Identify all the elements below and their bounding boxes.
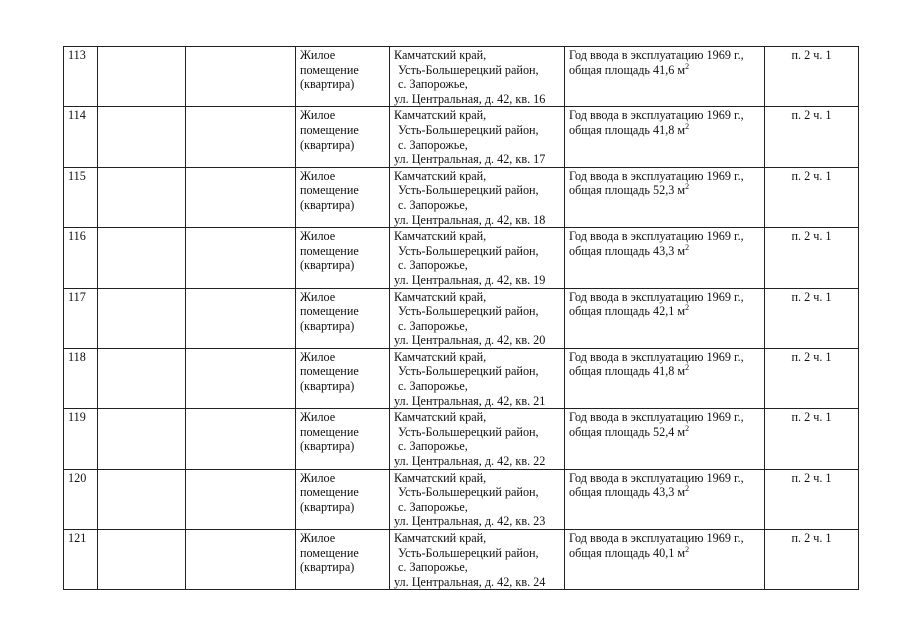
object-type-line: помещение [300, 424, 359, 439]
table-row [64, 409, 859, 469]
address-line: с. Запорожье, [398, 560, 468, 575]
description-text: общая площадь 41,8 м [569, 122, 686, 137]
description-line [569, 63, 761, 78]
description-line [569, 304, 761, 319]
description-text: общая площадь 43,3 м [569, 243, 686, 258]
address-line: Камчатский край, [394, 470, 487, 485]
object-address [390, 530, 565, 590]
description-text: Год ввода в эксплуатацию 1969 г., [569, 108, 744, 123]
address-line: с. Запорожье, [398, 197, 468, 212]
object-address [390, 228, 565, 288]
address-line: Камчатский край, [394, 349, 487, 364]
table-body [64, 47, 859, 590]
description-line [569, 364, 761, 379]
description-text: общая площадь 42,1 м [569, 304, 686, 319]
description-text: Год ввода в эксплуатацию 1969 г., [569, 470, 744, 485]
object-address [390, 469, 565, 529]
description-text: Год ввода в эксплуатацию 1969 г., [569, 48, 744, 62]
address-line: с. Запорожье, [398, 318, 468, 333]
area-unit-superscript: 2 [685, 303, 690, 313]
row-number: 113 [64, 47, 98, 107]
description-line [569, 485, 761, 500]
object-description [565, 167, 765, 227]
empty-cell [98, 228, 186, 288]
description-text: общая площадь 41,8 м [569, 364, 686, 379]
address-line: Усть-Большерецкий район, [398, 485, 539, 500]
object-type-line: (квартира) [300, 379, 355, 394]
object-type-line: (квартира) [300, 137, 355, 152]
empty-cell [98, 47, 186, 107]
object-type-line: помещение [300, 122, 359, 137]
empty-cell [186, 228, 296, 288]
address-line: Камчатский край, [394, 410, 487, 425]
area-unit-superscript: 2 [685, 121, 690, 131]
empty-cell [98, 348, 186, 408]
object-description [565, 469, 765, 529]
description-text: общая площадь 52,4 м [569, 424, 686, 439]
object-type-line: Жилое [300, 470, 336, 485]
object-description [565, 288, 765, 348]
address-line: Камчатский край, [394, 229, 487, 244]
object-address [390, 167, 565, 227]
object-address [390, 47, 565, 107]
address-line: Усть-Большерецкий район, [398, 364, 539, 379]
object-type-line: Жилое [300, 168, 336, 183]
object-description [565, 348, 765, 408]
object-type-line: Жилое [300, 531, 336, 545]
description-text: Год ввода в эксплуатацию 1969 г., [569, 531, 744, 545]
description-line [569, 410, 761, 425]
empty-cell [186, 469, 296, 529]
description-line [569, 123, 761, 138]
description-text: Год ввода в эксплуатацию 1969 г., [569, 349, 744, 364]
object-type-line: Жилое [300, 289, 336, 304]
object-description [565, 409, 765, 469]
object-type-line: (квартира) [300, 439, 355, 454]
address-line: Камчатский край, [394, 531, 487, 545]
address-line: ул. Центральная, д. 42, кв. 18 [394, 212, 546, 227]
object-type-line: помещение [300, 485, 359, 500]
address-line: ул. Центральная, д. 42, кв. 24 [394, 574, 546, 589]
description-line [569, 471, 761, 486]
address-line: Усть-Большерецкий район, [398, 424, 539, 439]
address-line: ул. Центральная, д. 42, кв. 19 [394, 272, 546, 287]
description-text: Год ввода в эксплуатацию 1969 г., [569, 410, 744, 425]
table-row [64, 288, 859, 348]
address-line: ул. Центральная, д. 42, кв. 20 [394, 333, 546, 348]
object-type-line: помещение [300, 62, 359, 77]
legal-basis: п. 2 ч. 1 [765, 47, 859, 107]
description-text: Год ввода в эксплуатацию 1969 г., [569, 229, 744, 244]
address-line: Усть-Большерецкий район, [398, 183, 539, 198]
address-line: ул. Центральная, д. 42, кв. 17 [394, 152, 546, 167]
object-type-line: Жилое [300, 48, 336, 62]
area-unit-superscript: 2 [685, 242, 690, 252]
object-type [296, 348, 390, 408]
address-line: Камчатский край, [394, 168, 487, 183]
legal-basis: п. 2 ч. 1 [765, 409, 859, 469]
address-line: с. Запорожье, [398, 439, 468, 454]
object-description [565, 47, 765, 107]
table-row [64, 167, 859, 227]
description-line [569, 290, 761, 305]
legal-basis: п. 2 ч. 1 [765, 288, 859, 348]
object-type-line: (квартира) [300, 318, 355, 333]
area-unit-superscript: 2 [685, 363, 690, 373]
area-unit-superscript: 2 [685, 484, 690, 494]
empty-cell [186, 530, 296, 590]
object-type-line: помещение [300, 364, 359, 379]
description-text: общая площадь 52,3 м [569, 183, 686, 198]
empty-cell [98, 530, 186, 590]
table-row [64, 469, 859, 529]
object-address [390, 348, 565, 408]
address-line: с. Запорожье, [398, 137, 468, 152]
object-type-line: (квартира) [300, 77, 355, 92]
address-line: Усть-Большерецкий район, [398, 243, 539, 258]
legal-basis: п. 2 ч. 1 [765, 167, 859, 227]
object-type-line: Жилое [300, 349, 336, 364]
object-type [296, 409, 390, 469]
object-type [296, 288, 390, 348]
area-unit-superscript: 2 [685, 182, 690, 192]
empty-cell [186, 348, 296, 408]
object-type-line: (квартира) [300, 197, 355, 212]
object-type-line: помещение [300, 304, 359, 319]
row-number: 114 [64, 107, 98, 167]
row-number: 116 [64, 228, 98, 288]
empty-cell [98, 469, 186, 529]
object-address [390, 288, 565, 348]
address-line: ул. Центральная, д. 42, кв. 22 [394, 454, 546, 469]
description-text: Год ввода в эксплуатацию 1969 г., [569, 168, 744, 183]
property-table [63, 46, 859, 590]
description-line [569, 531, 761, 546]
address-line: Камчатский край, [394, 289, 487, 304]
object-type [296, 47, 390, 107]
row-number: 120 [64, 469, 98, 529]
address-line: ул. Центральная, д. 42, кв. 21 [394, 393, 546, 408]
object-type [296, 228, 390, 288]
address-line: с. Запорожье, [398, 379, 468, 394]
empty-cell [186, 409, 296, 469]
description-line [569, 244, 761, 259]
empty-cell [98, 288, 186, 348]
object-description [565, 107, 765, 167]
object-address [390, 409, 565, 469]
address-line: Усть-Большерецкий район, [398, 545, 539, 560]
object-type-line: (квартира) [300, 560, 355, 575]
table-row [64, 107, 859, 167]
object-type-line: помещение [300, 183, 359, 198]
object-type-line: Жилое [300, 410, 336, 425]
legal-basis: п. 2 ч. 1 [765, 348, 859, 408]
empty-cell [98, 167, 186, 227]
table-row [64, 348, 859, 408]
empty-cell [186, 167, 296, 227]
row-number: 121 [64, 530, 98, 590]
address-line: Камчатский край, [394, 48, 487, 62]
object-description [565, 530, 765, 590]
description-line [569, 183, 761, 198]
object-type [296, 107, 390, 167]
object-type-line: Жилое [300, 108, 336, 123]
table-row [64, 530, 859, 590]
address-line: ул. Центральная, д. 42, кв. 16 [394, 91, 546, 106]
address-line: с. Запорожье, [398, 77, 468, 92]
description-line [569, 350, 761, 365]
object-type-line: помещение [300, 545, 359, 560]
description-line [569, 546, 761, 561]
area-unit-superscript: 2 [685, 423, 690, 433]
address-line: ул. Центральная, д. 42, кв. 23 [394, 514, 546, 529]
description-text: Год ввода в эксплуатацию 1969 г., [569, 289, 744, 304]
object-type [296, 469, 390, 529]
address-line: с. Запорожье, [398, 258, 468, 273]
empty-cell [98, 409, 186, 469]
empty-cell [186, 288, 296, 348]
address-line: Усть-Большерецкий район, [398, 304, 539, 319]
description-line [569, 229, 761, 244]
row-number: 115 [64, 167, 98, 227]
object-type-line: (квартира) [300, 258, 355, 273]
address-line: с. Запорожье, [398, 499, 468, 514]
object-description [565, 228, 765, 288]
description-text: общая площадь 41,6 м [569, 62, 686, 77]
row-number: 117 [64, 288, 98, 348]
object-address [390, 107, 565, 167]
legal-basis: п. 2 ч. 1 [765, 228, 859, 288]
description-line [569, 169, 761, 184]
table-row [64, 47, 859, 107]
empty-cell [98, 107, 186, 167]
description-line [569, 425, 761, 440]
empty-cell [186, 107, 296, 167]
object-type [296, 167, 390, 227]
address-line: Камчатский край, [394, 108, 487, 123]
address-line: Усть-Большерецкий район, [398, 62, 539, 77]
object-type [296, 530, 390, 590]
description-line [569, 48, 761, 63]
empty-cell [186, 47, 296, 107]
row-number: 118 [64, 348, 98, 408]
legal-basis: п. 2 ч. 1 [765, 469, 859, 529]
table-row [64, 228, 859, 288]
legal-basis: п. 2 ч. 1 [765, 530, 859, 590]
address-line: Усть-Большерецкий район, [398, 122, 539, 137]
object-type-line: Жилое [300, 229, 336, 244]
area-unit-superscript: 2 [685, 61, 690, 71]
description-text: общая площадь 43,3 м [569, 485, 686, 500]
description-line [569, 108, 761, 123]
description-text: общая площадь 40,1 м [569, 545, 686, 560]
area-unit-superscript: 2 [685, 544, 690, 554]
object-type-line: (квартира) [300, 499, 355, 514]
object-type-line: помещение [300, 243, 359, 258]
row-number: 119 [64, 409, 98, 469]
legal-basis: п. 2 ч. 1 [765, 107, 859, 167]
